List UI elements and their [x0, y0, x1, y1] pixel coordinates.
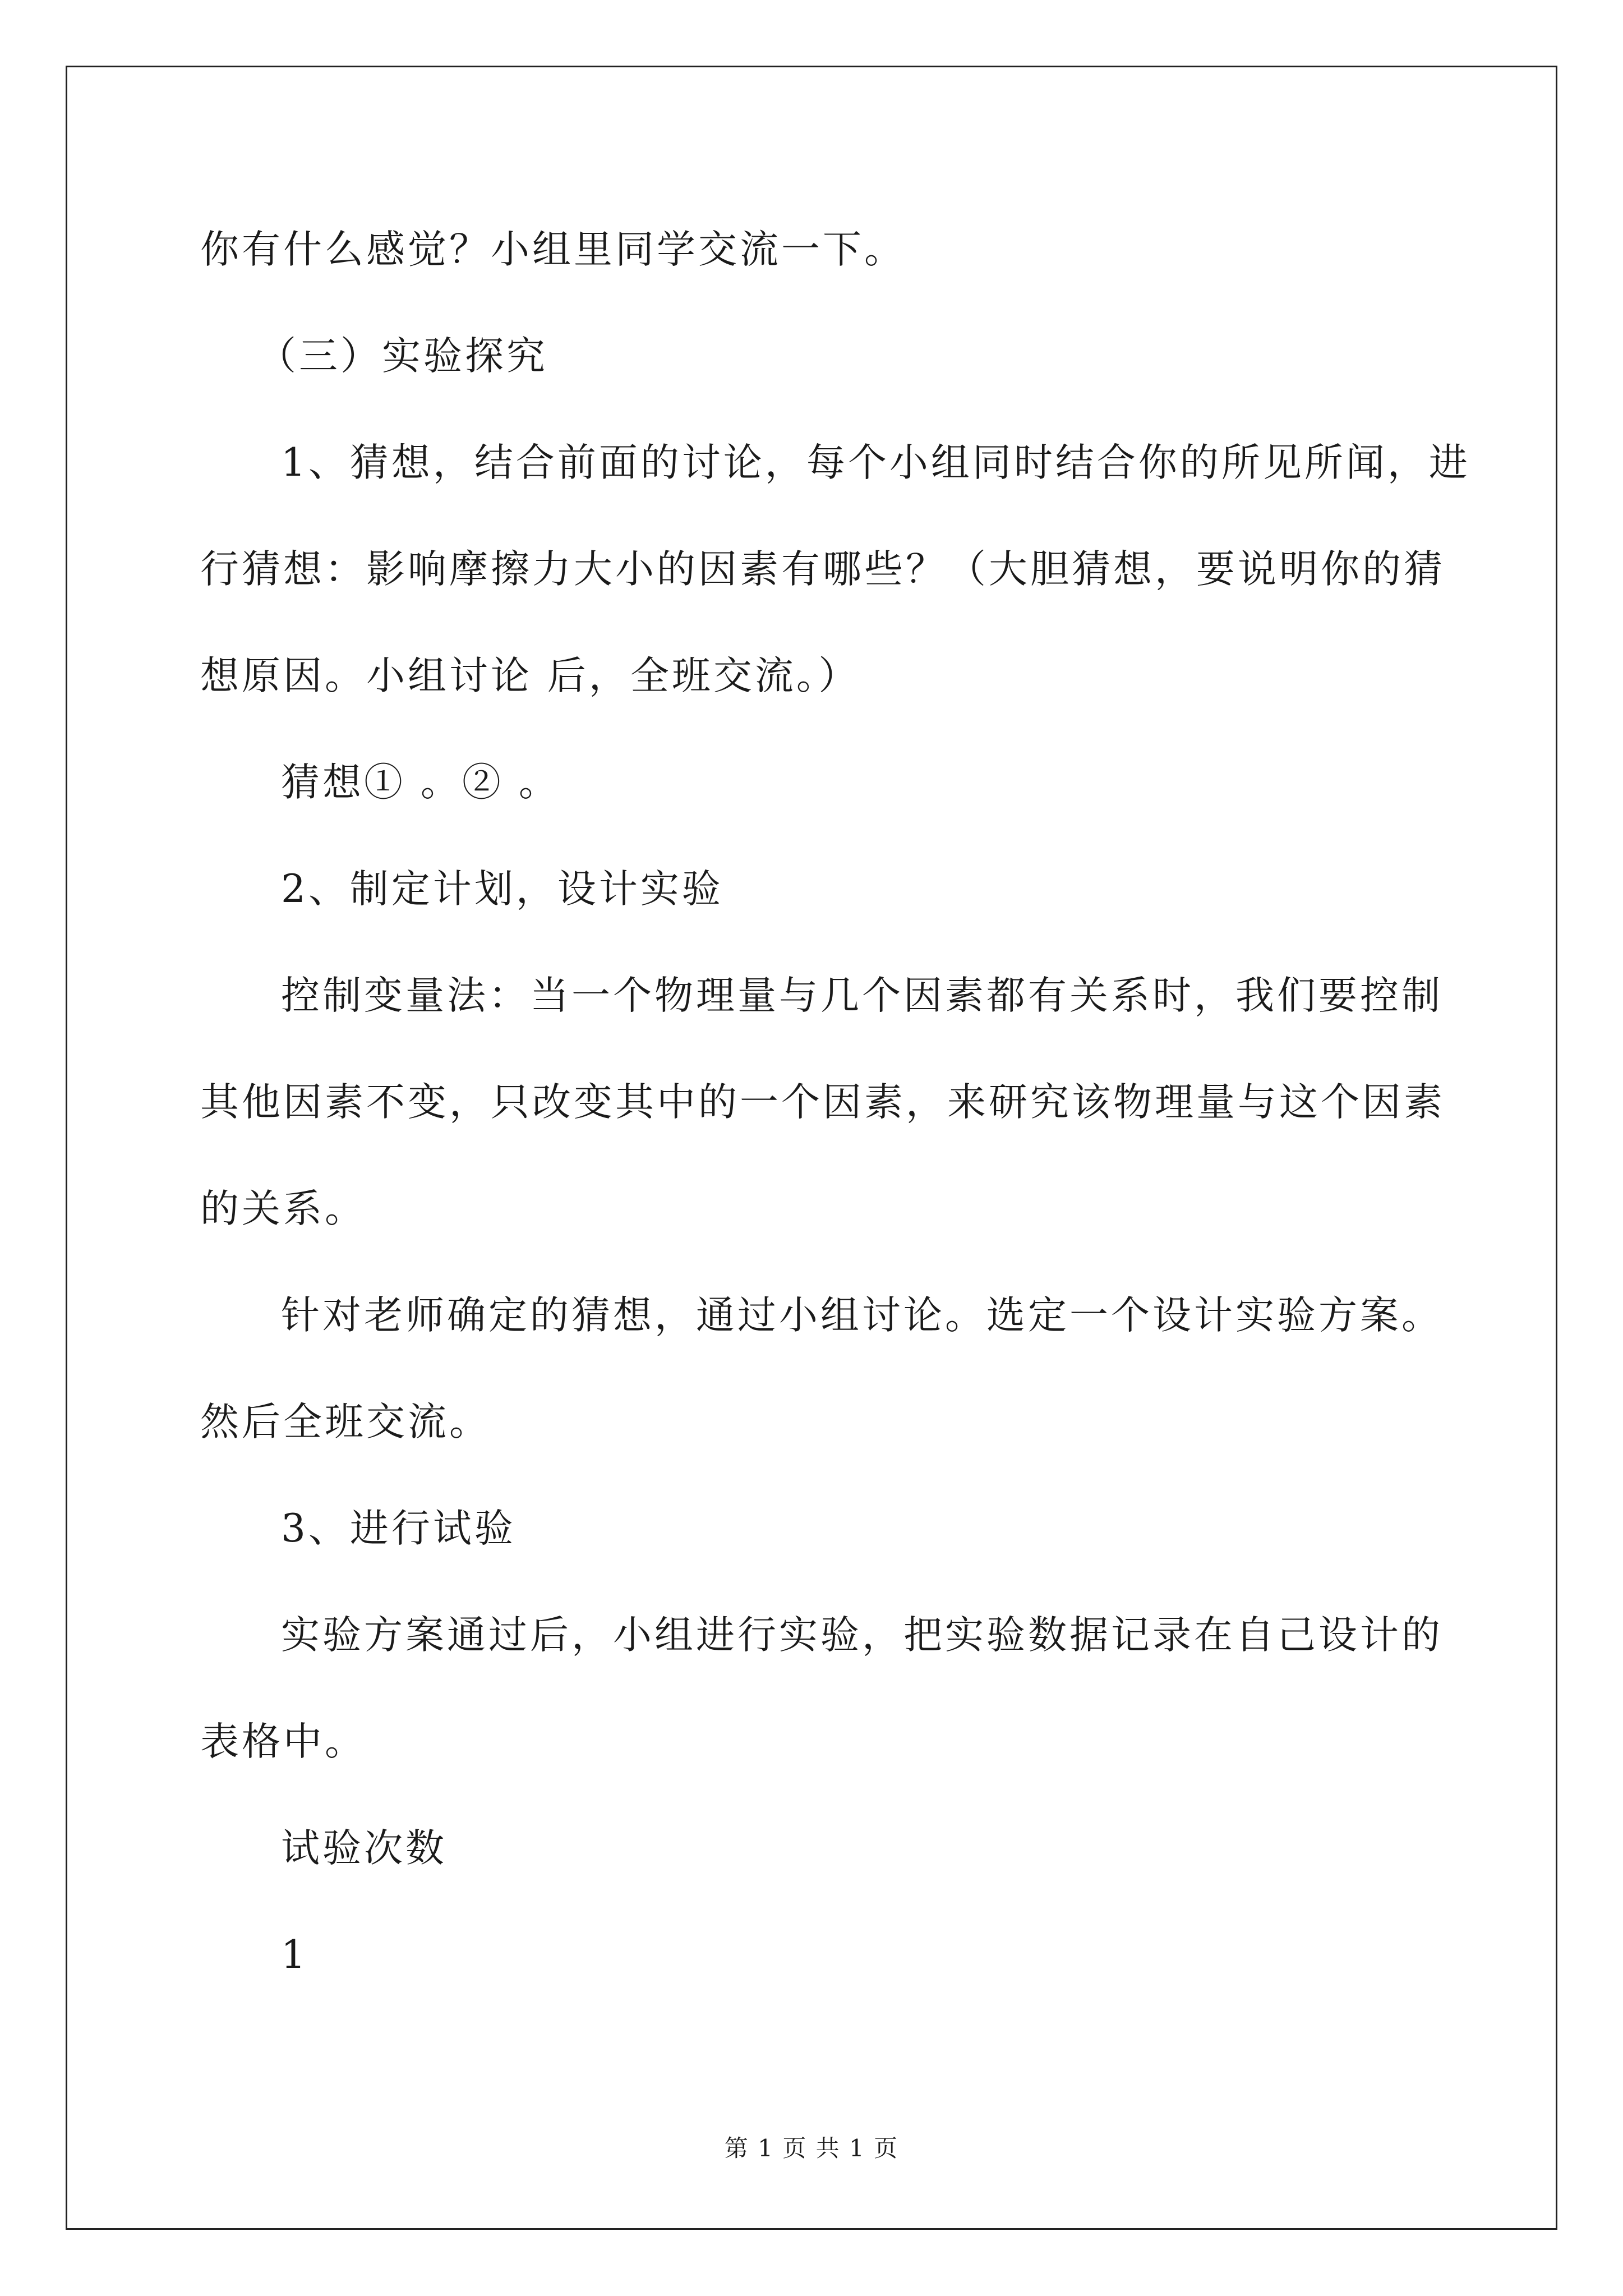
- text-line-16: 试验次数: [281, 1826, 447, 1871]
- text-line-1: 你有什么感觉？小组里同学交流一下。: [200, 227, 906, 272]
- text-line-10: 的关系。: [200, 1186, 366, 1231]
- page-footer: 第 1 页 共 1 页: [724, 2134, 899, 2162]
- text-line-4: 行猜想：影响摩擦力大小的因素有哪些？（大胆猜想，要说明你的猜: [200, 547, 1445, 592]
- text-line-17: 1: [281, 1932, 308, 1977]
- text-line-6: 猜想① 。② 。: [281, 760, 560, 805]
- text-line-9: 其他因素不变，只改变其中的一个因素，来研究该物理量与这个因素: [200, 1080, 1445, 1125]
- text-line-11: 针对老师确定的猜想，通过小组讨论。选定一个设计实验方案。: [281, 1293, 1443, 1338]
- text-line-8: 控制变量法：当一个物理量与几个因素都有关系时，我们要控制: [281, 973, 1443, 1018]
- text-line-5: 想原因。小组讨论 后，全班交流。）: [200, 654, 860, 698]
- text-line-14: 实验方案通过后，小组进行实验，把实验数据记录在自己设计的: [281, 1613, 1443, 1658]
- section-heading: （三）实验探究: [257, 334, 548, 379]
- text-line-12: 然后全班交流。: [200, 1400, 491, 1444]
- page-border: [66, 66, 1557, 2230]
- text-line-15: 表格中。: [200, 1719, 366, 1764]
- text-line-13: 3、进行试验: [281, 1506, 516, 1551]
- text-line-3: 1、猜想，结合前面的讨论，每个小组同时结合你的所见所闻，进: [281, 440, 1470, 485]
- text-line-7: 2、制定计划，设计实验: [281, 867, 723, 912]
